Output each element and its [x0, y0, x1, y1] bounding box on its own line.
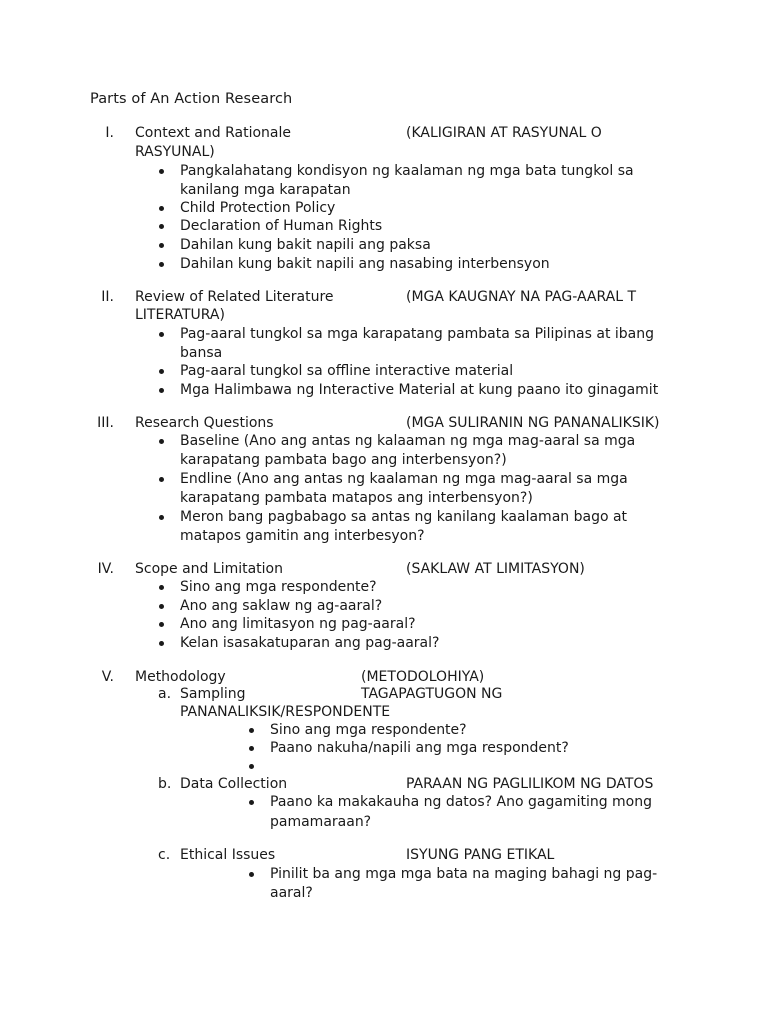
section-translation: (KALIGIRAN AT RASYUNAL O: [406, 125, 602, 141]
subsection-translation: TAGAPAGTUGON NG: [361, 686, 503, 702]
list-item-cont: karapatang pambata matapos ang interbensyon?): [180, 490, 533, 506]
subsection-translation-cont: PANANALIKSIK/RESPONDENTE: [180, 704, 391, 720]
bullet-icon: [158, 438, 166, 446]
list-item: Paano ka makakauha ng datos? Ano gagamiting mong: [270, 794, 653, 810]
list-item: Mga Halimbawa ng Interactive Material at kung paano ito ginagamit: [180, 382, 659, 398]
bullet-icon: [158, 640, 166, 648]
bullet-icon: [248, 763, 256, 771]
section-translation: (SAKLAW AT LIMITASYON): [406, 561, 585, 577]
list-item: Kelan isasakatuparan ang pag-aaral?: [180, 635, 440, 651]
subsection-translation: ISYUNG PANG ETIKAL: [406, 847, 555, 863]
list-item: Pinilit ba ang mga mga bata na maging bahagi ng pag-: [270, 866, 658, 882]
list-item: Ano ang limitasyon ng pag-aaral?: [180, 616, 416, 632]
bullet-icon: [158, 603, 166, 611]
list-item-cont: bansa: [180, 345, 223, 361]
bullet-icon: [158, 242, 166, 250]
bullet-icon: [248, 799, 256, 807]
section-numeral: III.: [97, 415, 114, 431]
subsection-heading: Ethical Issues: [180, 847, 276, 863]
bullet-icon: [158, 205, 166, 213]
subsection-heading: Data Collection: [180, 776, 288, 792]
bullet-icon: [248, 745, 256, 753]
list-item: Sino ang mga respondente?: [180, 579, 377, 595]
section-numeral: II.: [101, 289, 114, 305]
bullet-icon: [158, 584, 166, 592]
bullet-icon: [158, 387, 166, 395]
section-translation-cont: RASYUNAL): [135, 144, 215, 160]
bullet-icon: [158, 621, 166, 629]
list-item-cont: kanilang mga karapatan: [180, 182, 351, 198]
section-translation: (METODOLOHIYA): [361, 669, 485, 685]
list-item: Dahilan kung bakit napili ang nasabing interbensyon: [180, 256, 550, 272]
document-title: Parts of An Action Research: [90, 91, 293, 107]
list-item: Ano ang saklaw ng ag-aaral?: [180, 598, 383, 614]
bullet-icon: [248, 727, 256, 735]
list-item: Pag-aaral tungkol sa offline interactive material: [180, 363, 514, 379]
subsection-letter: a.: [158, 686, 172, 702]
list-item: Paano nakuha/napili ang mga respondent?: [270, 740, 569, 756]
list-item: Endline (Ano ang antas ng kaalaman ng mga mag-aaral sa mga: [180, 471, 628, 487]
subsection-letter: b.: [158, 776, 172, 792]
section-translation: (MGA SULIRANIN NG PANANALIKSIK): [406, 415, 660, 431]
list-item: Sino ang mga respondente?: [270, 722, 467, 738]
list-item: Baseline (Ano ang antas ng kalaaman ng mga mag-aaral sa mga: [180, 433, 636, 449]
bullet-icon: [158, 476, 166, 484]
list-item: Declaration of Human Rights: [180, 218, 383, 234]
list-item: Meron bang pagbabago sa antas ng kanilang kaalaman bago at: [180, 509, 628, 525]
section-heading: Review of Related Literature: [135, 289, 334, 305]
bullet-icon: [158, 168, 166, 176]
section-heading: Research Questions: [135, 415, 274, 431]
bullet-icon: [158, 368, 166, 376]
section-translation-cont: LITERATURA): [135, 307, 225, 323]
list-item: Pag-aaral tungkol sa mga karapatang pambata sa Pilipinas at ibang: [180, 326, 655, 342]
section-numeral: V.: [101, 669, 114, 685]
section-heading: Methodology: [135, 669, 226, 685]
list-item-cont: matapos gamitin ang interbesyon?: [180, 528, 425, 544]
subsection-heading: Sampling: [180, 686, 246, 702]
bullet-icon: [158, 261, 166, 269]
subsection-translation: PARAAN NG PAGLILIKOM NG DATOS: [406, 776, 654, 792]
section-heading: Scope and Limitation: [135, 561, 283, 577]
section-heading: Context and Rationale: [135, 125, 291, 141]
bullet-icon: [158, 514, 166, 522]
section-translation: (MGA KAUGNAY NA PAG-AARAL T: [406, 289, 637, 305]
list-item-cont: aaral?: [270, 885, 313, 901]
section-numeral: I.: [105, 125, 114, 141]
list-item: Dahilan kung bakit napili ang paksa: [180, 237, 431, 253]
bullet-icon: [248, 871, 256, 879]
bullet-icon: [158, 331, 166, 339]
list-item-cont: karapatang pambata bago ang interbensyon?): [180, 452, 507, 468]
list-item: Pangkalahatang kondisyon ng kaalaman ng mga bata tungkol sa: [180, 163, 634, 179]
section-numeral: IV.: [97, 561, 114, 577]
list-item-cont: pamamaraan?: [270, 814, 372, 830]
bullet-icon: [158, 223, 166, 231]
list-item: Child Protection Policy: [180, 200, 336, 216]
subsection-letter: c.: [158, 847, 171, 863]
